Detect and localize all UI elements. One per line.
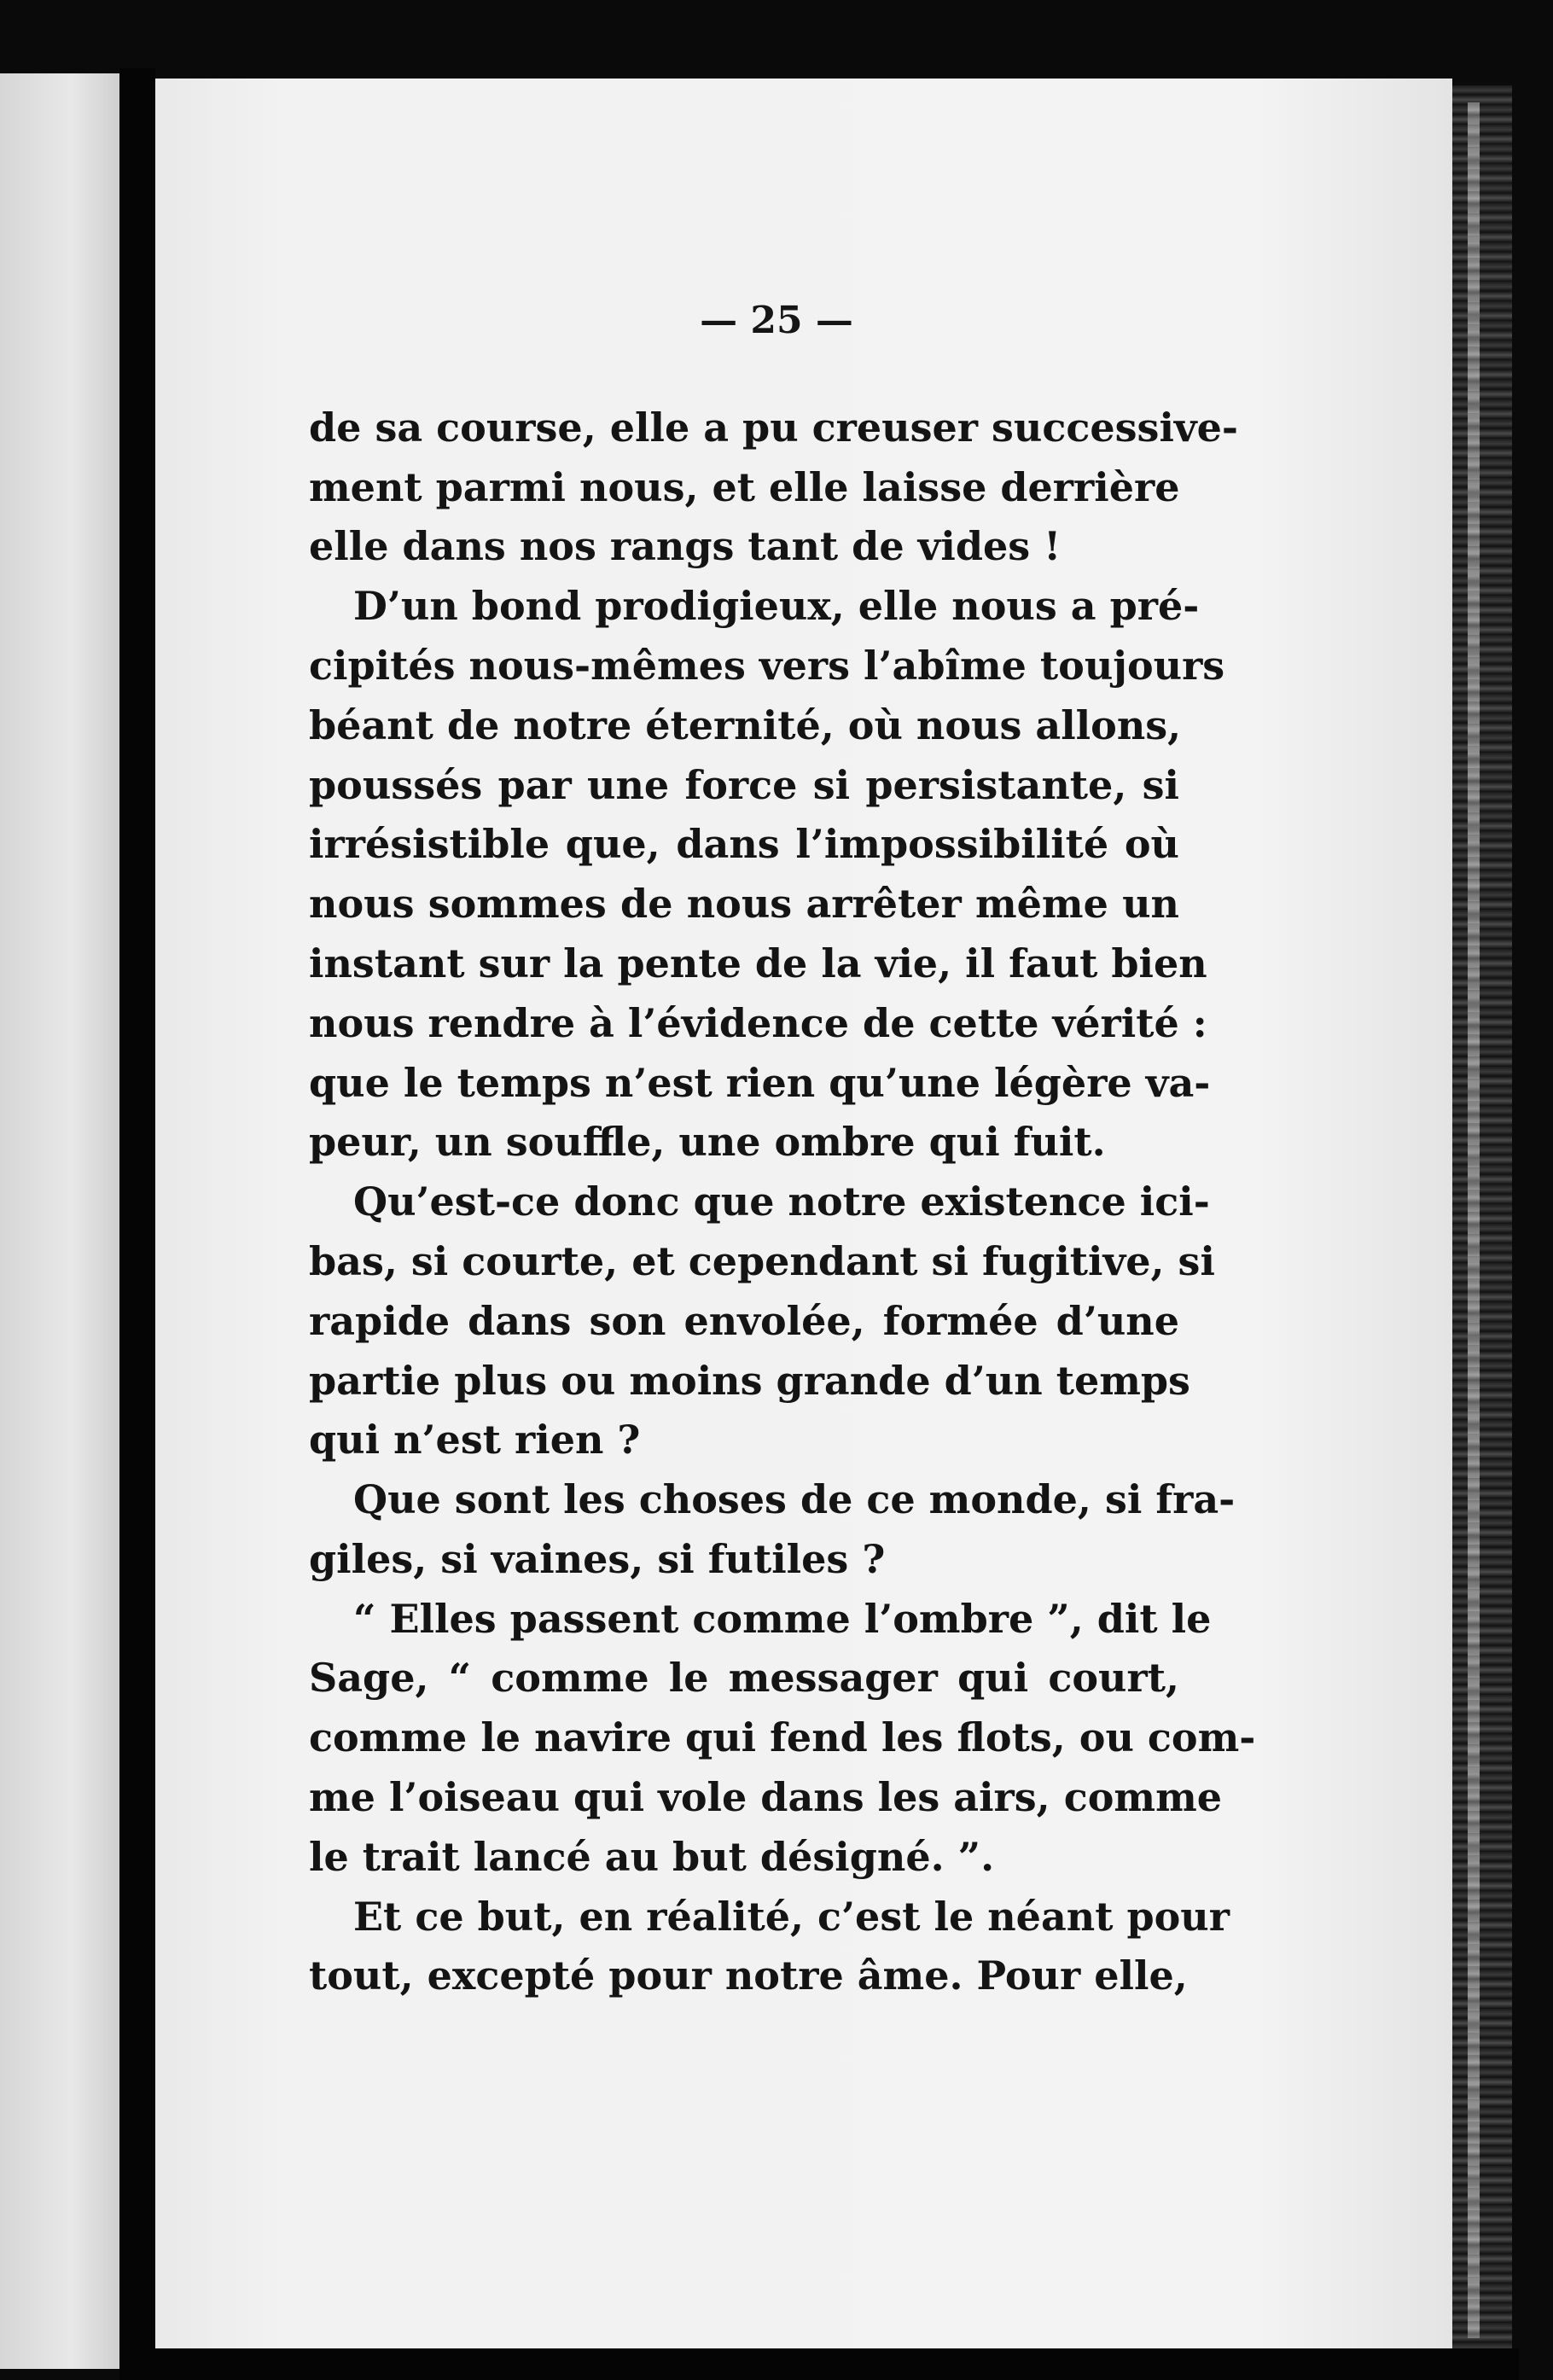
- text-line: partie plus ou moins grande d’un temps: [309, 1358, 1190, 1404]
- text-line: comme le navire qui fend les flots, ou com-: [309, 1714, 1256, 1760]
- text-line: giles, si vaines, si futiles ?: [309, 1536, 886, 1582]
- text-line: irrésistible que, dans l’impossibilité où: [309, 821, 1179, 867]
- text-line: ment parmi nous, et elle laisse derrière: [309, 464, 1180, 510]
- text-line: nous rendre à l’évidence de cette vérité :: [309, 1000, 1207, 1046]
- text-line: Que sont les choses de ce monde, si fra-: [353, 1476, 1236, 1522]
- page-edge-right: [1452, 85, 1512, 2355]
- scan-bottom-border: [119, 2348, 1519, 2380]
- page-edge-highlight: [1468, 102, 1480, 2338]
- text-line: instant sur la pente de la vie, il faut bien: [309, 940, 1207, 986]
- page-number: — 25 —: [700, 299, 853, 342]
- text-line: rapide dans son envolée, formée d’une: [309, 1298, 1179, 1344]
- text-line: Qu’est-ce donc que notre existence ici-: [353, 1178, 1210, 1225]
- text-line: nous sommes de nous arrêter même un: [309, 881, 1179, 927]
- binding-gutter: [119, 68, 155, 2372]
- text-line: cipités nous-mêmes vers l’abîme toujours: [309, 643, 1225, 689]
- text-line: peur, un souffle, une ombre qui fuit.: [309, 1119, 1106, 1165]
- text-line: bas, si courte, et cependant si fugitive, si: [309, 1238, 1215, 1284]
- text-line: que le temps n’est rien qu’une légère va-: [309, 1060, 1211, 1106]
- text-line: elle dans nos rangs tant de vides !: [309, 523, 1062, 569]
- text-line: tout, excepté pour notre âme. Pour elle,: [309, 1952, 1188, 1999]
- text-line: béant de notre éternité, où nous allons,: [309, 702, 1182, 748]
- text-line: me l’oiseau qui vole dans les airs, comme: [309, 1774, 1223, 1820]
- facing-page-edge: [0, 73, 119, 2369]
- text-line: Et ce but, en réalité, c’est le néant pour: [353, 1894, 1230, 1940]
- text-line: le trait lancé au but désigné. ”.: [309, 1834, 995, 1880]
- text-line: “ Elles passent comme l’ombre ”, dit le: [353, 1596, 1212, 1642]
- text-line: D’un bond prodigieux, elle nous a pré-: [353, 583, 1200, 629]
- text-line: qui n’est rien ?: [309, 1417, 641, 1463]
- text-line: de sa course, elle a pu creuser successive-: [309, 404, 1239, 451]
- text-line: Sage, “ comme le messager qui court,: [309, 1655, 1179, 1701]
- text-line: poussés par une force si persistante, si: [309, 762, 1179, 808]
